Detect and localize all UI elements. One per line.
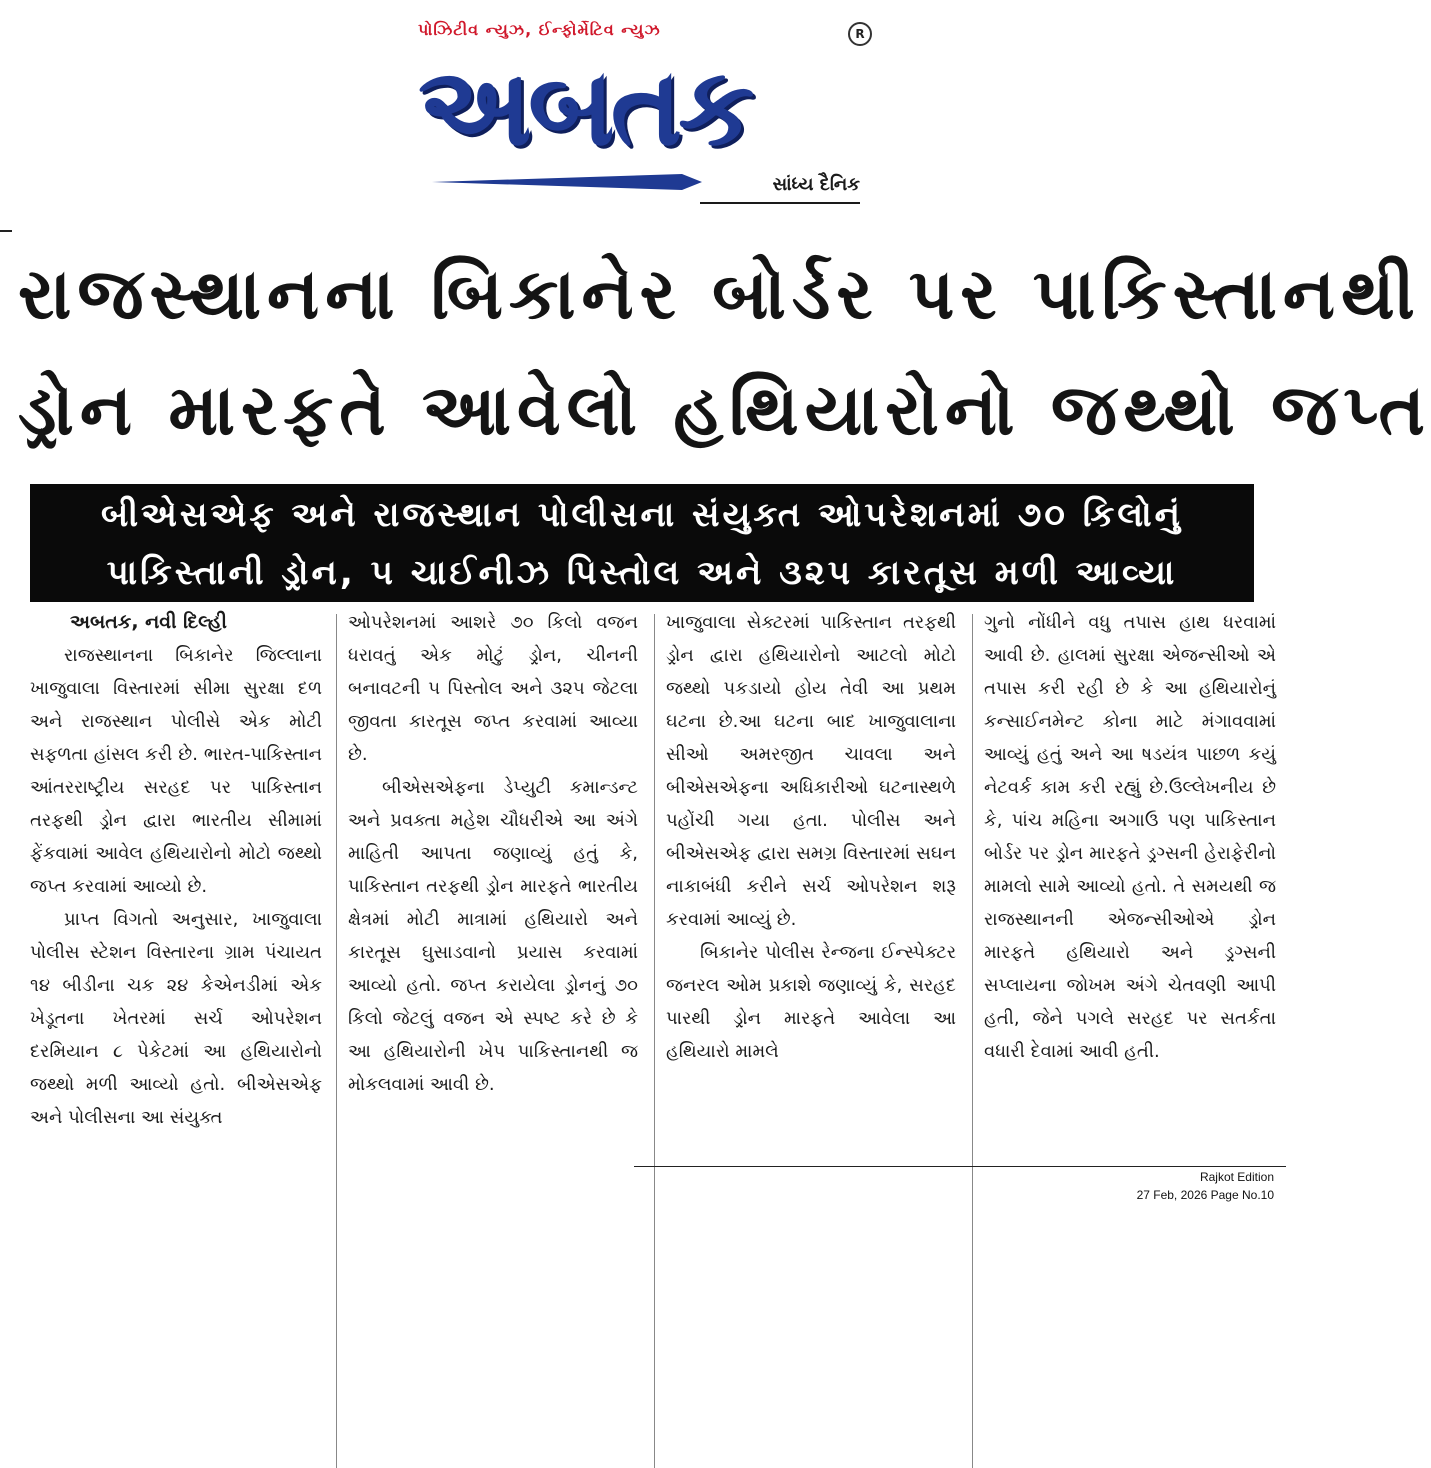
article-column-4 bbox=[984, 606, 1276, 1468]
newspaper-logo: અબતક bbox=[418, 45, 751, 170]
edition-info bbox=[1114, 1168, 1274, 1204]
tagline: પોઝિટીવ ન્યુઝ, ઈન્ફોર્મેટિવ ન્યુઝ bbox=[418, 20, 661, 39]
paragraph: પ્રાપ્ત વિગતો અનુસાર, ખાજુવાલા પોલીસ સ્ટેશન વિસ્તારના ગ્રામ પંચાયત ૧૪ બીડીના ચક ૨૪ કેએનડીમાં એક ખેડૂતના ખેતરમાં સર્ચ ઓપરેશન દરમિયાન ૮ પેકેટમાં આ હથિયારોનો જથ્થો મળી આવ્યો હતો. બીએસએફ અને પોલીસના આ સંયુક્ત bbox=[30, 909, 322, 1128]
page-edge-mark bbox=[0, 230, 12, 232]
article-column-1 bbox=[30, 606, 322, 1468]
registered-mark: R bbox=[848, 22, 872, 46]
paragraph: ગુનો નોંધીને વધુ તપાસ હાથ ધરવામાં આવી છે. હાલમાં સુરક્ષા એજન્સીઓ એ તપાસ કરી રહી છે કે આ હથિયારોનું કન્સાઈનમેન્ટ કોના માટે મંગાવવામાં આવ્યું હતું અને આ ષડયંત્ર પાછળ કયું નેટવર્ક કામ કરી રહ્યું છે.ઉલ્લેખનીય છે કે, પાંચ મહિના અગાઉ પણ પાકિસ્તાન બોર્ડર પર ડ્રોન મારફતે ડ્રગ્સની હેરાફેરીનો મામલો સામે આવ્યો હતો. તે સમયથી જ રાજસ્થાનની એજન્સીઓએ ડ્રોન મારફતે હથિયારો અને ડ્રગ્સની સપ્લાયના જોખમ અંગે ચેતવણી આપી હતી, જેને પગલે સરહદ પર સતર્કતા વધારી દેવામાં આવી હતી. bbox=[984, 612, 1276, 1062]
dateline: અબતક, નવી દિલ્હી bbox=[70, 611, 227, 633]
headline bbox=[18, 236, 1431, 468]
column-divider bbox=[972, 614, 973, 1468]
paragraph: રાજસ્થાનના બિકાનેર જિલ્લાના ખાજુવાલા વિસ્તારમાં સીમા સુરક્ષા દળ અને રાજસ્થાન પોલીસે એક મોટી સફળતા હાંસલ કરી છે. ભારત-પાકિસ્તાન આંતરરાષ્ટ્રીય સરહદ પર પાકિસ્તાન તરફથી ડ્રોન દ્વારા ભારતીય સીમામાં ફેંકવામાં આવેલ હથિયારોનો મોટો જથ્થો જપ્ત કરવામાં આવ્યો છે. bbox=[30, 645, 322, 897]
article-column-3 bbox=[666, 606, 956, 1468]
article-body bbox=[30, 606, 1276, 1468]
paragraph: બીએસએફના ડેપ્યુટી કમાન્ડન્ટ અને પ્રવક્તા મહેશ ચૌધરીએ આ અંગે માહિતી આપતા જણાવ્યું હતું કે, પાકિસ્તાન તરફથી ડ્રોન મારફતે ભારતીય ક્ષેત્રમાં મોટી માત્રામાં હથિયારો અને કારતૂસ ઘુસાડવાનો પ્રયાસ કરવામાં આવ્યો હતો. જપ્ત કરાયેલા ડ્રોનનું ૭૦ કિલો જેટલું વજન એ સ્પષ્ટ કરે છે કે આ હથિયારોની ખેપ પાકિસ્તાનથી જ મોકલવામાં આવી છે. bbox=[348, 777, 638, 1095]
headline-line-1: રાજસ્થાનના બિકાનેર બોર્ડર પર પાકિસ્તાનથી bbox=[18, 253, 1421, 335]
paragraph: ઓપરેશનમાં આશરે ૭૦ કિલો વજન ધરાવતું એક મોટું ડ્રોન, ચીનની બનાવટની ૫ પિસ્તોલ અને ૩૨૫ જેટલા જીવતા કારતૂસ જપ્ત કરવામાં આવ્યા છે. bbox=[348, 612, 638, 765]
masthead bbox=[0, 0, 1286, 215]
headline-line-2: ડ્રોન મારફતે આવેલો હથિયારોનો જથ્થો જપ્ત bbox=[18, 369, 1431, 451]
subheadline-box bbox=[30, 484, 1254, 602]
column-divider bbox=[336, 614, 337, 1468]
masthead-subtag: સાંધ્ય દૈનિક bbox=[700, 174, 860, 204]
edition-name: Rajkot Edition bbox=[1199, 1170, 1274, 1184]
article-column-2 bbox=[348, 606, 638, 1468]
subheadline-line-2: પાકિસ્તાની ડ્રોન, ૫ ચાઈનીઝ પિસ્તોલ અને ૩૨૫ કારતૂસ મળી આવ્યા bbox=[106, 553, 1178, 593]
paragraph: ખાજુવાલા સેક્ટરમાં પાકિસ્તાન તરફથી ડ્રોન દ્વારા હથિયારોનો આટલો મોટો જથ્થો પકડાયો હોય તેવી આ પ્રથમ ઘટના છે.આ ઘટના બાદ ખાજુવાલાના સીઓ અમરજીત ચાવલા અને બીએસએફના અધિકારીઓ ઘટનાસ્થળે પહોંચી ગયા હતા. પોલીસ અને બીએસએફ દ્વારા સમગ્ર વિસ્તારમાં સઘન નાકાબંધી કરીને સર્ચ ઓપરેશન શરૂ કરવામાં આવ્યું છે. bbox=[666, 612, 956, 930]
paragraph: બિકાનેર પોલીસ રેન્જના ઈન્સ્પેક્ટર જનરલ ઓમ પ્રકાશે જણાવ્યું કે, સરહદ પારથી ડ્રોન મારફતે આવેલા આ હથિયારો મામલે bbox=[666, 942, 956, 1062]
subheadline-line-1: બીએસએફ અને રાજસ્થાન પોલીસના સંયુક્ત ઓપરેશનમાં ૭૦ કિલોનું bbox=[101, 495, 1183, 535]
column-divider bbox=[654, 614, 655, 1468]
edition-date-page: 27 Feb, 2026 Page No.10 bbox=[1136, 1188, 1274, 1202]
logo-swoosh-icon bbox=[432, 172, 702, 192]
